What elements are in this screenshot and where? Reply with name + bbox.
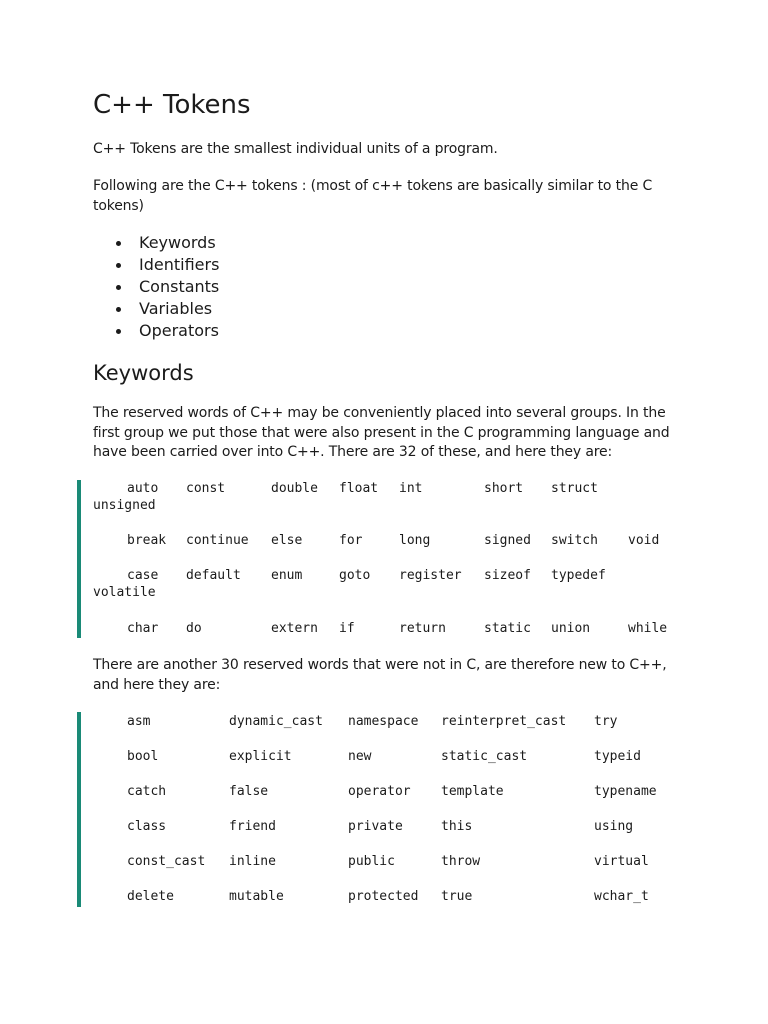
keyword: operator [348, 784, 411, 799]
keyword: namespace [348, 714, 419, 729]
list-item-label: Variables [139, 299, 213, 318]
cpp-keywords-code-block [77, 712, 701, 907]
keyword: delete [127, 889, 174, 904]
keyword: auto [127, 481, 159, 496]
keyword: void [628, 533, 660, 548]
keyword: explicit [229, 749, 292, 764]
keyword: const_cast [127, 854, 206, 869]
keyword: this [441, 819, 473, 834]
keyword: virtual [594, 854, 649, 869]
keyword: extern [271, 621, 318, 636]
bullet-icon [116, 329, 121, 334]
keyword: false [229, 784, 269, 799]
keyword: static [484, 621, 531, 636]
keyword: inline [229, 854, 276, 869]
keyword: signed [484, 533, 531, 548]
list-item-label: Operators [139, 321, 219, 340]
keyword: typeid [594, 749, 641, 764]
keyword: return [399, 621, 446, 636]
list-item [93, 276, 219, 298]
list-item-label: Identifiers [139, 255, 220, 274]
bullet-icon [116, 263, 121, 268]
keyword: new [348, 749, 372, 764]
keyword: template [441, 784, 504, 799]
new-keywords-paragraph: There are another 30 reserved words that were not in C, are therefore new to C++, and here they are: [93, 657, 667, 693]
keyword: else [271, 533, 303, 548]
keyword: long [399, 533, 431, 548]
bullet-icon [116, 307, 121, 312]
keyword: for [339, 533, 363, 548]
keyword: short [484, 481, 524, 496]
keyword: bool [127, 749, 159, 764]
keyword: do [186, 621, 202, 636]
keyword: struct [551, 481, 598, 496]
keyword: char [127, 621, 159, 636]
bullet-icon [116, 285, 121, 290]
list-item [93, 298, 219, 320]
keyword: union [551, 621, 591, 636]
keyword: sizeof [484, 568, 531, 583]
reserved-words-paragraph: The reserved words of C++ may be conveniently placed into several groups. In the first group we put those that were also present in the C programming language and have been carried over into C++. There are 32 of these, and here they are: [93, 405, 670, 460]
keyword: register [399, 568, 462, 583]
keyword: catch [127, 784, 167, 799]
keywords-heading: Keywords [93, 361, 194, 385]
bullet-icon [116, 241, 121, 246]
keyword: friend [229, 819, 276, 834]
list-item-label: Constants [139, 277, 220, 296]
keyword: public [348, 854, 395, 869]
keyword: typedef [551, 568, 606, 583]
keyword: class [127, 819, 167, 834]
intro-paragraph: C++ Tokens are the smallest individual units of a program. [93, 141, 498, 157]
keyword: const [186, 481, 226, 496]
list-item-label: Keywords [139, 233, 216, 252]
keyword: true [441, 889, 473, 904]
keyword: if [339, 621, 355, 636]
keyword: typename [594, 784, 657, 799]
keyword: private [348, 819, 403, 834]
keyword: switch [551, 533, 598, 548]
keyword: goto [339, 568, 371, 583]
keyword: reinterpret_cast [441, 714, 567, 729]
keyword: int [399, 481, 423, 496]
page-title: C++ Tokens [93, 90, 251, 120]
keyword: asm [127, 714, 151, 729]
keyword: case [127, 568, 159, 583]
following-paragraph: Following are the C++ tokens : (most of c++ tokens are basically similar to the C tokens) [93, 178, 653, 214]
keyword: static_cast [441, 749, 528, 764]
keyword: try [594, 714, 618, 729]
keyword: double [271, 481, 318, 496]
keyword: default [186, 568, 241, 583]
keyword: dynamic_cast [229, 714, 323, 729]
keyword: throw [441, 854, 481, 869]
keyword: float [339, 481, 379, 496]
keyword: unsigned [93, 498, 156, 513]
keyword: mutable [229, 889, 284, 904]
token-list [93, 232, 219, 342]
keyword: using [594, 819, 634, 834]
list-item [93, 254, 219, 276]
keyword: volatile [93, 585, 156, 600]
keyword: protected [348, 889, 419, 904]
list-item [93, 320, 219, 342]
keyword: continue [186, 533, 249, 548]
keyword: wchar_t [594, 889, 649, 904]
c-keywords-code-block [77, 480, 701, 638]
keyword: break [127, 533, 167, 548]
keyword: while [628, 621, 668, 636]
keyword: enum [271, 568, 303, 583]
list-item [93, 232, 219, 254]
